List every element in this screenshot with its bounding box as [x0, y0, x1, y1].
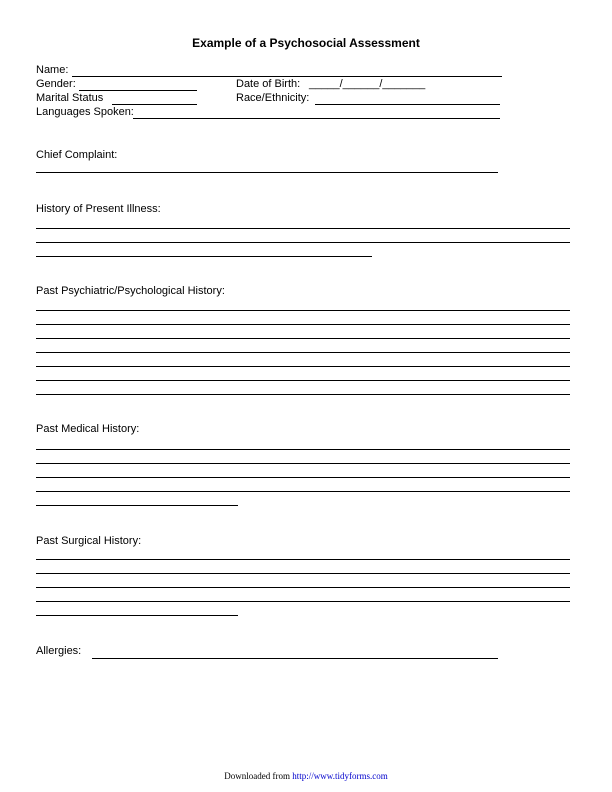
medical-history-line	[36, 505, 238, 506]
surgical-history-line	[36, 615, 238, 616]
allergies-label: Allergies:	[36, 645, 82, 657]
name-label: Name:	[36, 64, 69, 76]
surgical-history-line	[36, 573, 570, 574]
chief-complaint-line	[36, 172, 498, 173]
gender-field-line	[79, 90, 197, 91]
medical-history-line	[36, 449, 570, 450]
page-title: Example of a Psychosocial Assessment	[192, 36, 420, 50]
psychiatric-history-line	[36, 380, 570, 381]
footer-link[interactable]: http://www.tidyforms.com	[292, 771, 388, 781]
present-illness-heading: History of Present Illness:	[36, 203, 161, 215]
race-ethnicity-field-line	[315, 104, 500, 105]
languages-field-line	[133, 118, 500, 119]
present-illness-line	[36, 256, 372, 257]
surgical-history-line	[36, 601, 570, 602]
psychiatric-history-line	[36, 394, 570, 395]
gender-label: Gender:	[36, 78, 76, 90]
surgical-history-heading: Past Surgical History:	[36, 535, 142, 547]
chief-complaint-heading: Chief Complaint:	[36, 149, 118, 161]
allergies-field-line	[92, 658, 498, 659]
race-ethnicity-label: Race/Ethnicity:	[236, 92, 310, 104]
psychiatric-history-line	[36, 352, 570, 353]
name-field-line	[72, 76, 502, 77]
psychiatric-history-line	[36, 310, 570, 311]
footer-text: Downloaded from	[224, 771, 293, 781]
medical-history-line	[36, 477, 570, 478]
marital-status-field-line	[112, 104, 197, 105]
psychiatric-history-heading: Past Psychiatric/Psychological History:	[36, 285, 225, 297]
medical-history-line	[36, 463, 570, 464]
psychiatric-history-line	[36, 324, 570, 325]
present-illness-line	[36, 242, 570, 243]
marital-status-label: Marital Status	[36, 92, 104, 104]
footer	[0, 771, 612, 781]
surgical-history-line	[36, 587, 570, 588]
languages-label: Languages Spoken:	[36, 106, 134, 118]
surgical-history-line	[36, 559, 570, 560]
psychiatric-history-line	[36, 366, 570, 367]
medical-history-line	[36, 491, 570, 492]
medical-history-heading: Past Medical History:	[36, 423, 140, 435]
psychiatric-history-line	[36, 338, 570, 339]
dob-label: Date of Birth:	[236, 78, 301, 90]
present-illness-line	[36, 228, 570, 229]
dob-blank: _____/______/_______	[309, 78, 426, 90]
